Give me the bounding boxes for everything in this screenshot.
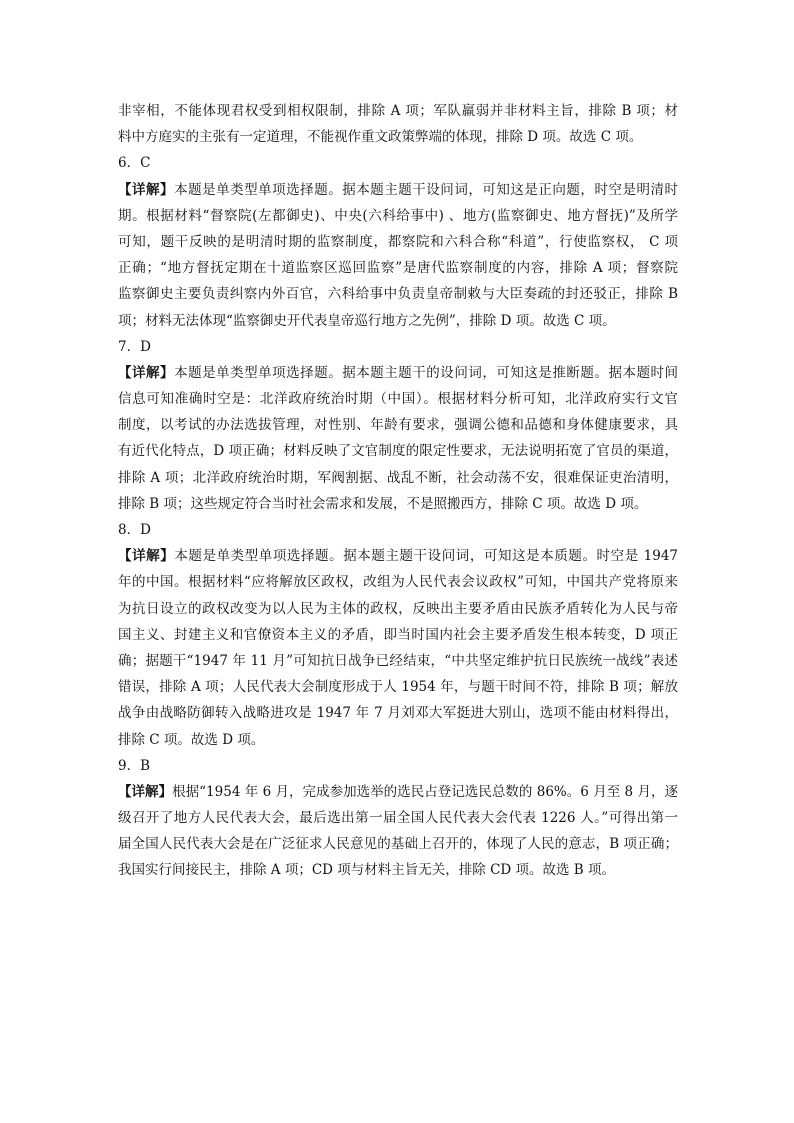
line-text: 届全国人民代表大会是在广泛征求人民意见的基础上召开的，体现了人民的意志，B 项正确；: [118, 836, 678, 853]
question-number: [118, 150, 678, 176]
text-line: [118, 622, 678, 648]
question-number: [118, 753, 678, 779]
line-text: 本题是单类型单项选择题。据本题主题干的设问词，可知这是推断题。据本题时间: [174, 364, 679, 381]
text-line: [118, 727, 678, 753]
question-number: [118, 517, 678, 543]
text-line: [118, 674, 678, 700]
line-text: 8．D: [118, 522, 151, 538]
text-line: [118, 700, 678, 726]
line-text: 确；据题干“1947 年 11 月”可知抗日战争已经结束，“中共坚定维护抗日民族统一战线”表述: [118, 652, 678, 669]
text-line: [118, 412, 678, 438]
line-text: 本题是单类型单项选择题。据本题主题干设问词，可知这是本质题。时空是 1947: [174, 548, 679, 565]
text-line: [118, 177, 678, 203]
text-line: [118, 543, 678, 569]
text-line: [118, 465, 678, 491]
line-text: 国主义、封建主义和官僚资本主义的矛盾，即当时国内社会主要矛盾发生根本转变，D 项正: [118, 626, 678, 643]
text-line: [118, 831, 678, 857]
line-text: 正确；“地方督抚定期在十道监察区巡回监察”是唐代监察制度的内容，排除 A 项；督察院: [118, 260, 678, 277]
text-line: [118, 124, 678, 150]
line-text: 监察御史主要负责纠察内外百官，六科给事中负责皇帝制敕与大臣奏疏的封还驳正，排除 B: [118, 286, 678, 303]
line-text: 本题是单类型单项选择题。据本题主题干设问词，可知这是正向题，时空是明清时: [174, 181, 679, 198]
answer-explanation-page: [118, 98, 678, 884]
text-line: [118, 255, 678, 281]
text-line: [118, 229, 678, 255]
question-number: [118, 334, 678, 360]
detail-tag: 【详解】: [118, 783, 173, 800]
line-text: 为抗日设立的政权改变为以人民为主体的政权，反映出主要矛盾由民族矛盾转化为人民与帝: [118, 600, 678, 617]
detail-tag: 【详解】: [118, 181, 175, 198]
text-line: [118, 857, 678, 883]
detail-tag: 【详解】: [118, 364, 175, 381]
text-line: [118, 386, 678, 412]
text-line: [118, 596, 678, 622]
text-line: [118, 98, 678, 124]
text-line: [118, 805, 678, 831]
text-line: [118, 438, 678, 464]
text-line: [118, 203, 678, 229]
line-text: 排除 C 项。故选 D 项。: [118, 731, 265, 748]
line-text: 期。根据材料“督察院(左都御史)、中央(六科给事中) 、地方(监察御史、地方督抚)”及所学: [118, 207, 678, 224]
line-text: 错误，排除 A 项；人民代表大会制度形成于人 1954 年，与题干时间不符，排除 B 项；解放: [118, 679, 678, 696]
text-line: [118, 569, 678, 595]
line-text: 排除 B 项；这些规定符合当时社会需求和发展，不是照搬西方，排除 C 项。故选 D 项。: [118, 495, 648, 512]
line-text: 我国实行间接民主，排除 A 项；CD 项与材料主旨无关，排除 CD 项。故选 B 项。: [118, 862, 616, 879]
line-text: 6．C: [118, 155, 151, 172]
line-text: 年的中国。根据材料“应将解放区政权，改组为人民代表会议政权”可知，中国共产党将原来: [118, 574, 678, 591]
line-text: 信息可知准确时空是：北洋政府统治时期（中国）。根据材料分析可知，北洋政府实行文官: [118, 391, 678, 408]
text-line: [118, 491, 678, 517]
line-text: 级召开了地方人民代表大会，最后选出第一届全国人民代表大会代表 1226 人。”可得出第一: [118, 810, 678, 827]
text-line: [118, 360, 678, 386]
line-text: 7．D: [118, 338, 151, 355]
line-text: 制度，以考试的办法选拔管理，对性别、年龄有要求，强调公德和品德和身体健康要求，具: [118, 417, 678, 434]
line-text: 料中方庭实的主张有一定道理，不能视作重文政策弊端的体现，排除 D 项。故选 C 项。: [118, 129, 643, 146]
text-line: [118, 779, 678, 805]
line-text: 根据“1954 年 6 月，完成参加选举的选民占登记选民总数的 86%。6 月至 8 月，逐: [172, 783, 679, 800]
text-line: [118, 648, 678, 674]
text-line: [118, 308, 678, 334]
line-text: 有近代化特点，D 项正确；材料反映了文官制度的限定性要求，无法说明拓宽了官员的渠道，: [118, 443, 678, 460]
text-line: [118, 281, 678, 307]
line-text: 排除 A 项；北洋政府统治时期，军阀割据、战乱不断，社会动荡不安，很难保证吏治清明，: [118, 469, 678, 486]
detail-tag: 【详解】: [118, 548, 175, 565]
line-text: 非宰相，不能体现君权受到相权限制，排除 A 项；军队羸弱并非材料主旨，排除 B 项；材: [118, 103, 678, 119]
line-text: 可知，题干反映的是明清时期的监察制度，都察院和六科合称“科道”，行使监察权， C 项: [118, 233, 678, 250]
line-text: 项；材料无法体现“监察御史开代表皇帝巡行地方之先例”，排除 D 项。故选 C 项。: [118, 312, 616, 329]
line-text: 战争由战略防御转入战略进攻是 1947 年 7 月刘邓大军挺进大别山，选项不能由材料得出，: [118, 705, 678, 722]
line-text: 9．B: [118, 757, 151, 774]
